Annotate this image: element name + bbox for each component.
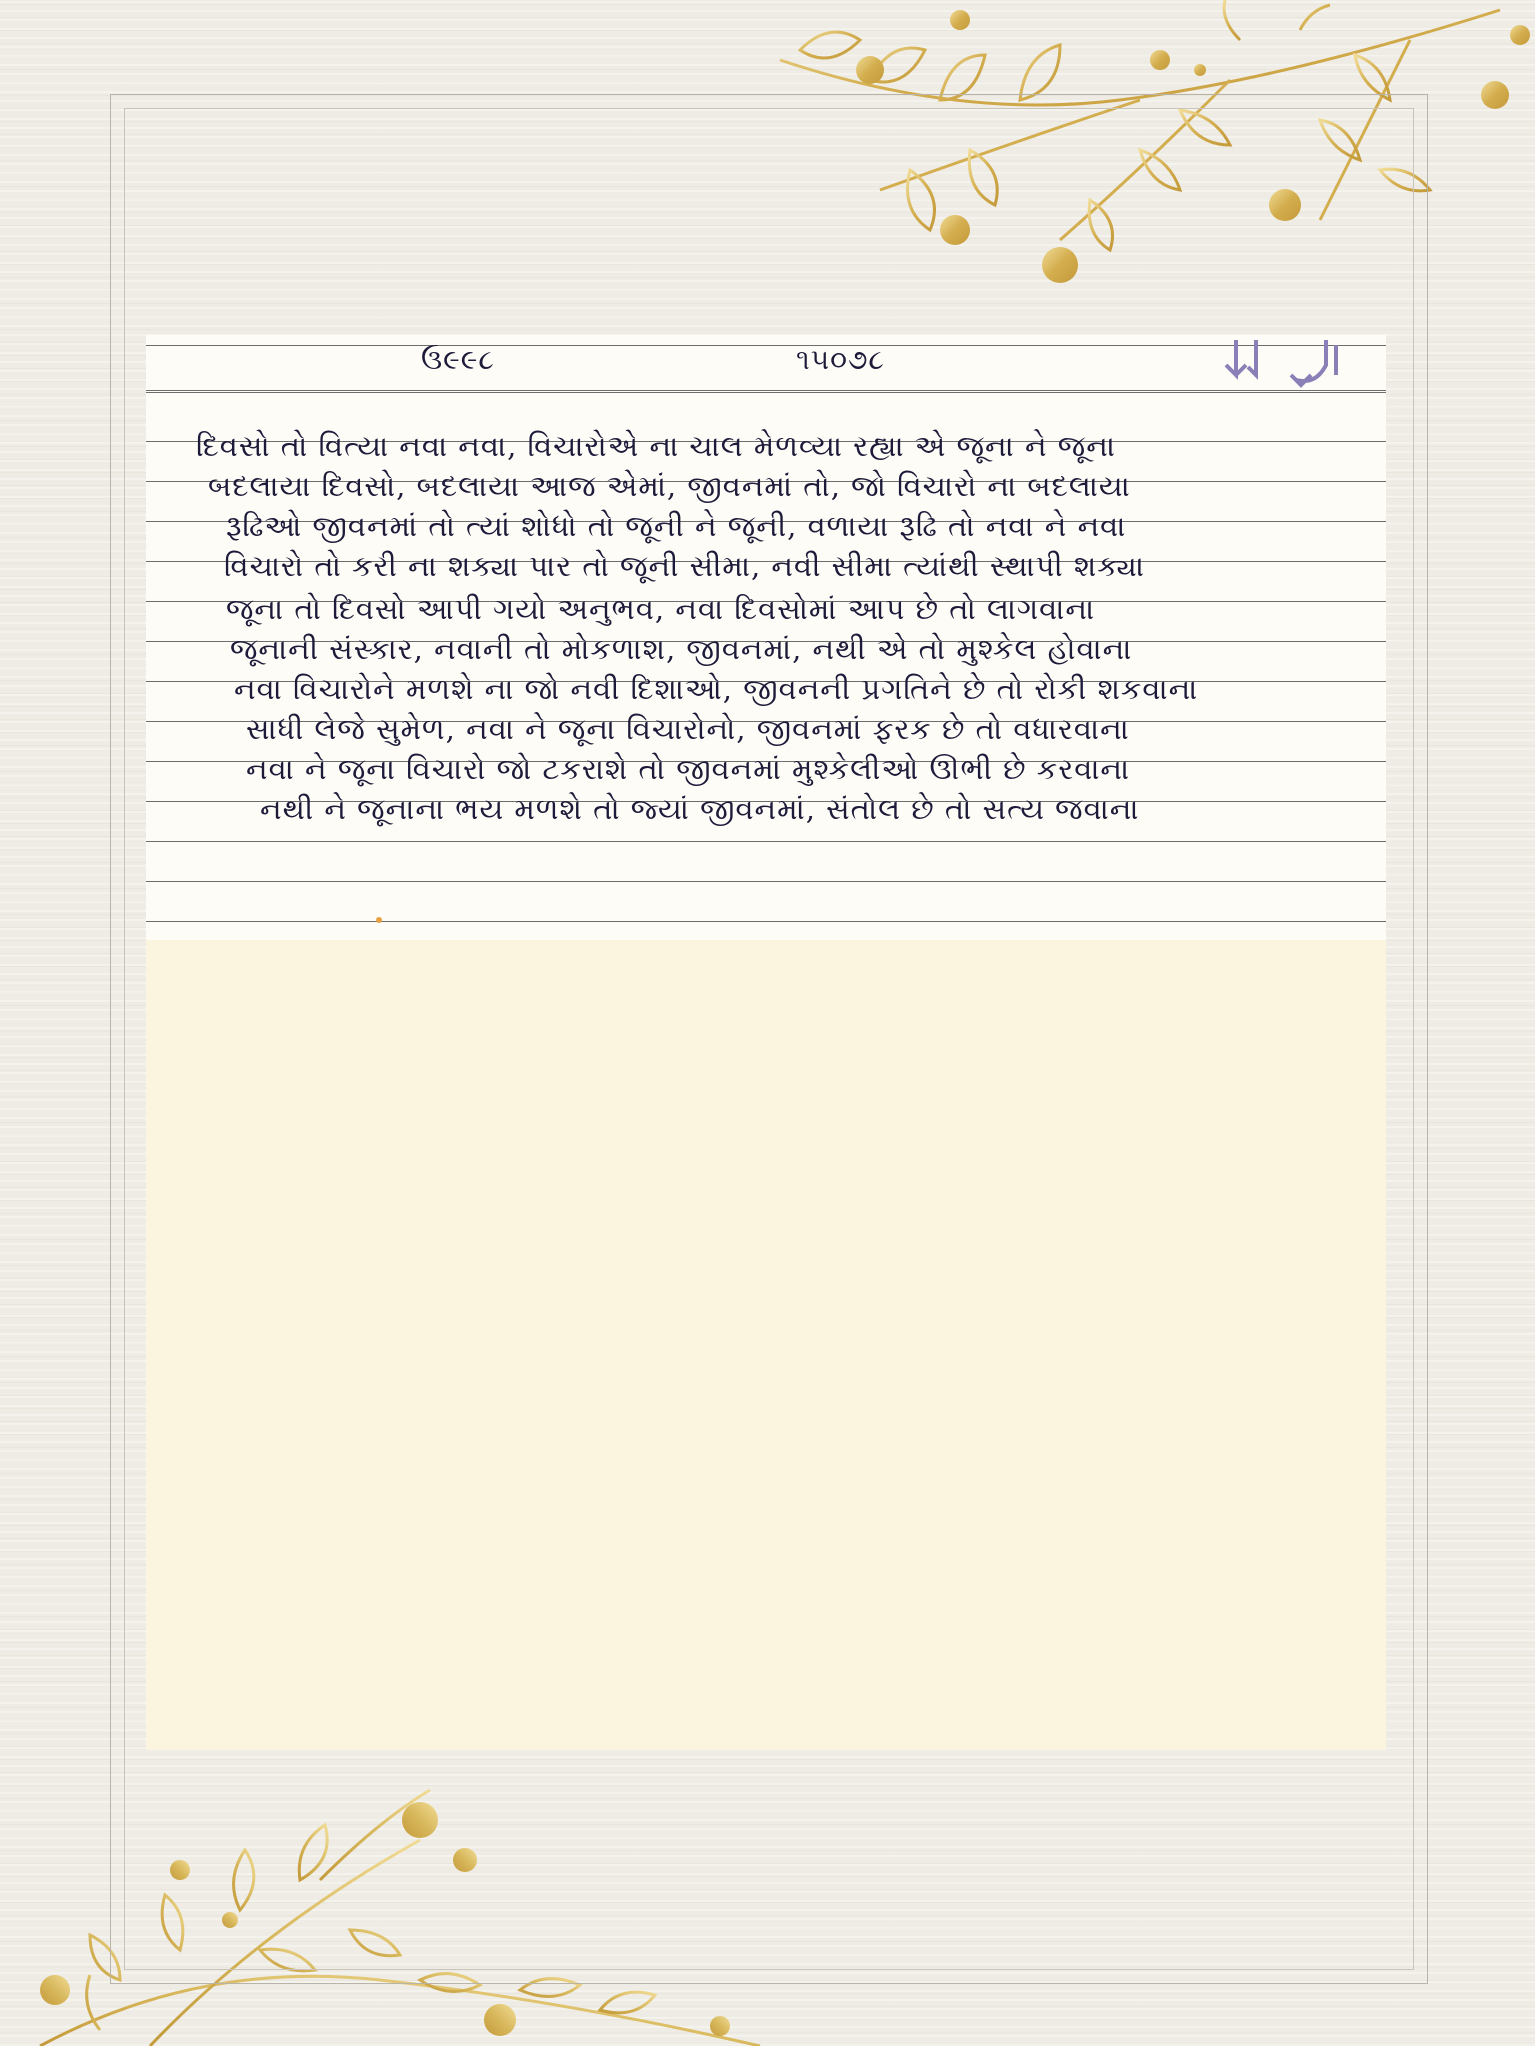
poem-line: નવા ને જૂના વિચારો જો ટકરાશે તો જીવનમાં મુશ્કેલીઓ ઊભી છે કરવાના <box>246 752 1131 786</box>
poem-line: દિવસો તો વિત્યા નવા નવા, વિચારોએ ના ચાલ મેળવ્યા રહ્યા એ જૂના ને જૂના <box>196 429 1116 463</box>
poem-line: જૂના તો દિવસો આપી ગયો અનુભવ, નવા દિવસોમાં આપ છે તો લાગવાના <box>226 592 1096 626</box>
cream-content-panel <box>146 940 1386 1750</box>
ruled-line <box>146 921 1386 922</box>
ruled-line <box>146 392 1386 393</box>
poem-line: નવા વિચારોને મળશે ના જો નવી દિશાઓ, જીવનની પ્રગતિને છે તો રોકી શકવાના <box>234 672 1199 706</box>
ink-dot <box>376 917 382 923</box>
poem-line: જૂનાની સંસ્કાર, નવાની તો મોકળાશ, જીવનમાં, નથી એ તો મુશ્કેલ હોવાના <box>230 632 1133 666</box>
arrow-marks-icon <box>1216 335 1366 395</box>
ruled-line <box>146 841 1386 842</box>
ruled-line <box>146 345 1386 346</box>
poem-line: વિચારો તો કરી ના શક્યા પાર તો જૂની સીમા, નવી સીમા ત્યાંથી સ્થાપી શક્યા <box>224 549 1145 583</box>
handwritten-poem-scan <box>146 335 1386 940</box>
ruled-line <box>146 881 1386 882</box>
header-left-note: ઉ૯૯૮ <box>421 343 495 376</box>
poem-line: બદલાયા દિવસો, બદલાયા આજ એમાં, જીવનમાં તો, જો વિચારો ના બદલાયા <box>208 469 1131 503</box>
poem-line: રૂઢિઓ જીવનમાં તો ત્યાં શોધો તો જૂની ને જૂની, વળાયા રૂઢિ તો નવા ને નવા <box>226 509 1127 543</box>
poem-line: સાધી લેજે સુમેળ, નવા ને જૂના વિચારોનો, જીવનમાં ફરક છે તો વધારવાના <box>246 712 1130 746</box>
header-right-note: ૧૫૦૭૮ <box>796 343 885 376</box>
poem-line: નથી ને જૂનાના ભય મળશે તો જ્યાં જીવનમાં, સંતોલ છે તો સત્ય જવાના <box>260 792 1140 826</box>
ruled-line <box>146 390 1386 391</box>
